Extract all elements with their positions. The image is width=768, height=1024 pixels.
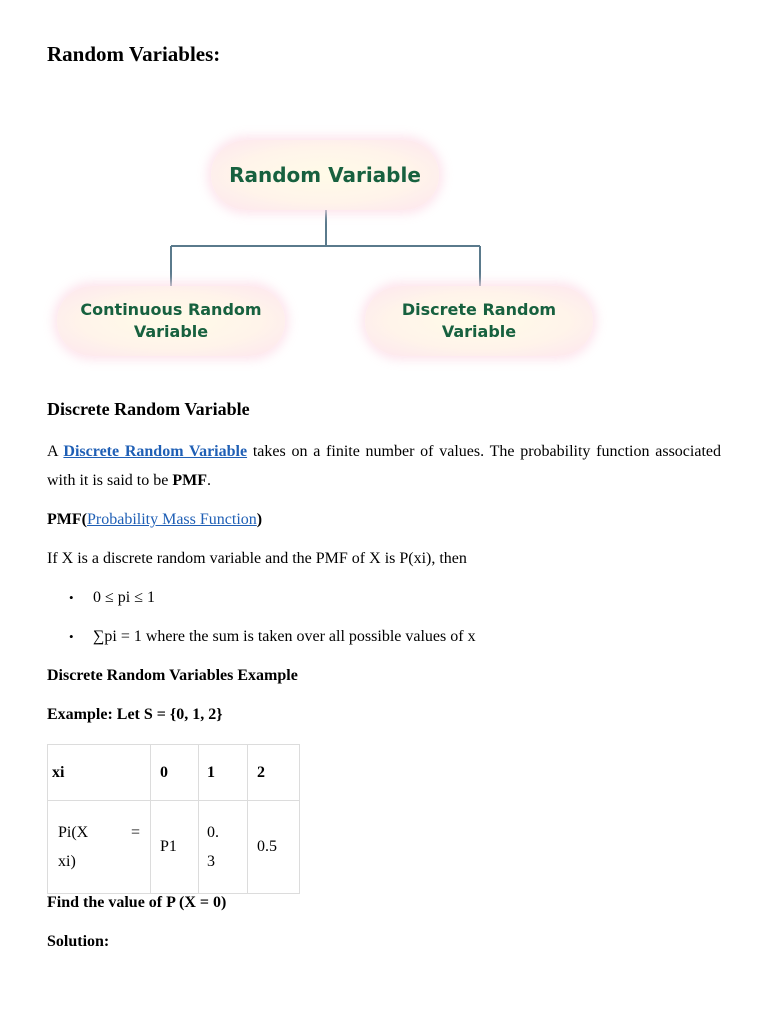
table-header-cell: 1 [199,745,248,801]
page-title: Random Variables: [47,42,221,66]
find-value-text: Find the value of P (X = 0) [47,894,227,911]
random-variable-diagram [47,128,607,368]
table-header-cell: xi [48,745,151,801]
table-cell: P1 [151,801,199,894]
probability-mass-function-link[interactable]: Probability Mass Function [86,511,257,528]
list-item: • ∑pi = 1 where the sum is taken over all possible values of x [47,627,476,647]
table-header-cell: 0 [151,745,199,801]
intro-paragraph: A Discrete Random Variable takes on a finite number of values. The probability function associated with it is said to be PMF. [47,443,721,489]
table-row [48,801,300,894]
discrete-random-variable-link[interactable]: Discrete Random Variable [63,443,248,460]
example-heading: Discrete Random Variables Example [47,667,298,684]
condition-list [47,588,155,608]
diagram-node-continuous: Continuous Random Variable [57,286,285,356]
table-cell: 0.5 [248,801,300,894]
solution-label: Solution: [47,933,110,950]
list-item: • 0 ≤ pi ≤ 1 [47,588,155,608]
pmf-line: PMF(Probability Mass Function) [47,511,263,528]
table-row [48,745,300,801]
condition-list-2 [47,627,476,647]
example-statement: Example: Let S = {0, 1, 2} [47,706,223,723]
pmf-table [47,744,300,894]
condition-text: If X is a discrete random variable and the PMF of X is P(xi), then [47,550,467,567]
diagram-node-discrete: Discrete Random Variable [365,286,593,356]
diagram-node-random-variable: Random Variable [211,140,439,210]
table-cell-label: Pi(X = xi) [48,801,151,894]
table-cell: 0. 3 [199,801,248,894]
section-heading: Discrete Random Variable [47,399,250,419]
table-header-cell: 2 [248,745,300,801]
